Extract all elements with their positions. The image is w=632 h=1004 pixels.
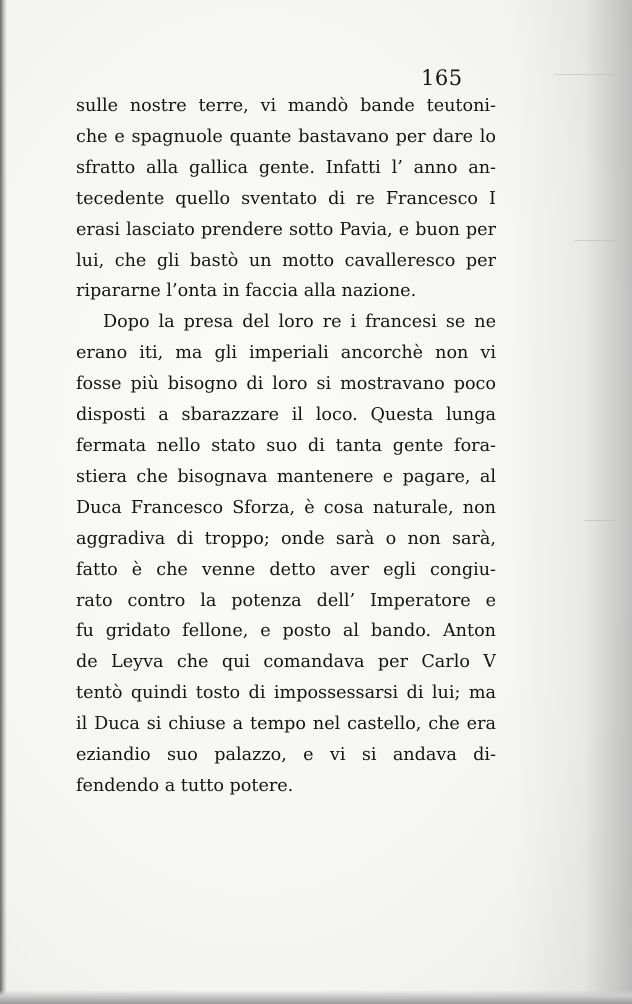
scan-edge-left <box>0 0 7 1004</box>
page-number: 165 <box>421 66 463 90</box>
text-line: disposti a sbarazzare il loco. Questa lunga <box>76 405 496 426</box>
text-line: de Leyva che qui comandava per Carlo V <box>76 652 496 673</box>
text-line: tecedente quello sventato di re Francesco I <box>76 188 496 209</box>
text-line: stiera che bisognava mantenere e pagare, al <box>76 466 496 487</box>
text-line: fosse più bisogno di loro si mostravano poco <box>76 374 496 395</box>
text-line: fermata nello stato suo di tanta gente fora- <box>76 435 496 456</box>
text-line: che e spagnuole quante bastavano per dare lo <box>76 126 496 147</box>
text-line: rato contro la potenza dell’ Imperatore e <box>76 590 496 611</box>
body-text <box>76 91 496 802</box>
text-line: sulle nostre terre, vi mandò bande teutoni- <box>76 96 496 116</box>
text-line: Dopo la presa del loro re i francesi se ne <box>103 312 496 333</box>
scan-edge-bottom <box>0 990 632 1004</box>
text-line: fu gridato fellone, e posto al bando. Anton <box>76 621 496 642</box>
text-line: il Duca si chiuse a tempo nel castello, che era <box>76 714 496 735</box>
scan-speckle <box>574 240 614 241</box>
text-line: eziandio suo palazzo, e vi si andava di- <box>76 745 496 766</box>
scan-edge-right <box>512 0 632 1004</box>
text-line: aggradiva di troppo; onde sarà o non sarà, <box>76 528 496 549</box>
text-line: fendendo a tutto potere. <box>76 775 294 796</box>
text-line: tentò quindi tosto di impossessarsi di lui; ma <box>76 683 496 704</box>
text-line: fatto è che venne detto aver egli congiu- <box>76 559 496 580</box>
text-line: erasi lasciato prendere sotto Pavia, e buon per <box>76 219 496 240</box>
text-line: Duca Francesco Sforza, è cosa naturale, non <box>76 497 496 518</box>
text-line: lui, che gli bastò un motto cavalleresco per <box>76 250 496 271</box>
scan-speckle <box>584 520 614 521</box>
text-line: erano iti, ma gli imperiali ancorchè non vi <box>76 343 496 364</box>
scan-speckle <box>554 74 614 75</box>
text-line: sfratto alla gallica gente. Infatti l’ anno an- <box>76 157 496 178</box>
text-line: ripararne l’onta in faccia alla nazione. <box>76 281 417 302</box>
